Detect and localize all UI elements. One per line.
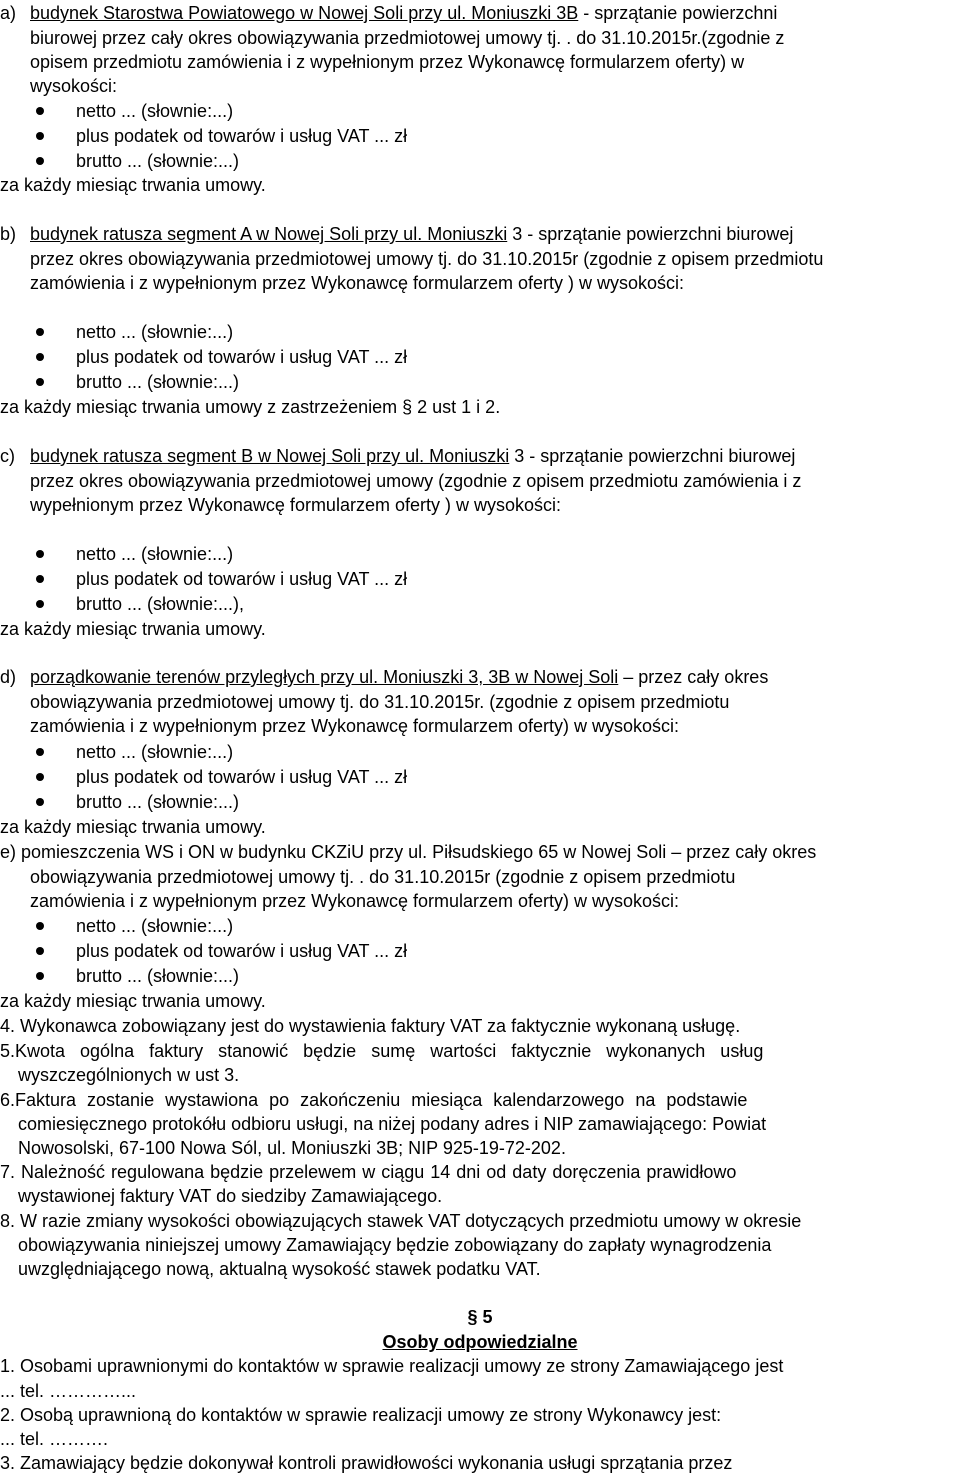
section-d-brutto: brutto ... (słownie:...) [76,792,240,812]
point-5-line2: wyszczególnionych w ust 3. [18,1065,240,1085]
section-c-label: c) [0,446,15,466]
section-a-rest: - sprzątanie powierzchni [578,3,778,23]
bullet-icon [36,600,44,608]
point-4: 4. Wykonawca zobowiązany jest do wystawienia faktury VAT za faktycznie wykonaną usługę. [0,1016,741,1036]
point-7-line2: wystawionej faktury VAT do siedziby Zamawiającego. [18,1186,443,1206]
section-b-line1 [0,223,793,245]
section-a-footer: za każdy miesiąc trwania umowy. [0,175,266,195]
section-b-brutto: brutto ... (słownie:...) [76,372,240,392]
section-e-netto: netto ... (słownie:...) [76,916,234,936]
section-b-title: budynek ratusza segment A w Nowej Soli przy ul. Moniuszki [30,224,508,244]
section-c-rest: 3 - sprzątanie powierzchni biurowej [509,446,796,466]
section-e-line1: e) pomieszczenia WS i ON w budynku CKZiU przy ul. Piłsudskiego 65 w Nowej Soli – przez cały okres [0,842,817,862]
item-2-line2: ... tel. ………. [0,1429,109,1449]
section-e-vat: plus podatek od towarów i usług VAT ... zł [76,941,408,961]
bullet-icon [36,773,44,781]
item-2-line1: 2. Osobą uprawnioną do kontaktów w sprawie realizacji umowy ze strony Wykonawcy jest: [0,1405,722,1425]
section-a-netto: netto ... (słownie:...) [76,101,234,121]
bullet-icon [36,922,44,930]
section-c-footer: za każdy miesiąc trwania umowy. [0,619,266,639]
section-d-line3: zamówienia i z wypełnionym przez Wykonawcę formularzem oferty) w wysokości: [30,716,680,736]
point-6-line2: comiesięcznego protokółu odbioru usługi, na niżej podany adres i NIP zamawiającego: Powiat [18,1114,767,1134]
section-c-title: budynek ratusza segment B w Nowej Soli przy ul. Moniuszki [30,446,510,466]
section-e-line2: obowiązywania przedmiotowej umowy tj. . do 31.10.2015r (zgodnie z opisem przedmiotu [30,867,736,887]
bullet-icon [36,550,44,558]
section-d-vat: plus podatek od towarów i usług VAT ... zł [76,767,408,787]
bullet-icon [36,972,44,980]
section-c-brutto: brutto ... (słownie:...), [76,594,245,614]
section-c-line3: wypełnionym przez Wykonawcę formularzem oferty ) w wysokości: [30,495,561,515]
bullet-icon [36,353,44,361]
section-b-footer: za każdy miesiąc trwania umowy z zastrzeżeniem § 2 ust 1 i 2. [0,397,501,417]
section-e-line3: zamówienia i z wypełnionym przez Wykonawcę formularzem oferty) w wysokości: [30,891,680,911]
section-a-brutto: brutto ... (słownie:...) [76,151,240,171]
paragraph-heading: § 5 [467,1307,493,1327]
section-c-line2: przez okres obowiązywania przedmiotowej umowy (zgodnie z opisem przedmiotu zamówienia i z [30,471,802,491]
point-8-line3: uwzględniającego nową, aktualną wysokość stawek podatku VAT. [18,1259,541,1279]
section-b-vat: plus podatek od towarów i usług VAT ... zł [76,347,408,367]
point-6-line1: 6.Faktura zostanie wystawiona po zakończeniu miesiąca kalendarzowego na podstawie [0,1090,748,1110]
section-e-footer: za każdy miesiąc trwania umowy. [0,991,266,1011]
bullet-icon [36,132,44,140]
bullet-icon [36,378,44,386]
section-d-line1 [0,666,768,688]
section-a-line3: opisem przedmiotu zamówienia i z wypełnionym przez Wykonawcę formularzem oferty) w [30,52,745,72]
section-d-rest: – przez cały okres [618,667,769,687]
section-a-title: budynek Starostwa Powiatowego w Nowej Soli przy ul. Moniuszki 3B [30,3,579,23]
section-b-line3: zamówienia i z wypełnionym przez Wykonawcę formularzem oferty ) w wysokości: [30,273,685,293]
section-e-brutto: brutto ... (słownie:...) [76,966,240,986]
point-8-line2: obowiązywania niniejszej umowy Zamawiający będzie zobowiązany do zapłaty wynagrodzenia [18,1235,772,1255]
section-a-vat: plus podatek od towarów i usług VAT ... zł [76,126,408,146]
section-b-label: b) [0,224,17,244]
section-d-line2: obowiązywania przedmiotowej umowy tj. do 31.10.2015r. (zgodnie z opisem przedmiotu [30,692,730,712]
section-c-line1 [0,445,795,467]
section-c-vat: plus podatek od towarów i usług VAT ... zł [76,569,408,589]
section-a-line1 [0,2,777,24]
section-b-line2: przez okres obowiązywania przedmiotowej umowy tj. do 31.10.2015r (zgodnie z opisem przedmiotu [30,249,824,269]
item-1-line1: 1. Osobami uprawnionymi do kontaktów w sprawie realizacji umowy ze strony Zamawiającego jest [0,1356,784,1376]
paragraph-title: Osoby odpowiedzialne [382,1332,578,1352]
point-7-line1: 7. Należność regulowana będzie przelewem w ciągu 14 dni od daty doręczenia prawidłowo [0,1162,737,1182]
section-d-title: porządkowanie terenów przyległych przy ul. Moniuszki 3, 3B w Nowej Soli [30,667,619,687]
point-8-line1: 8. W razie zmiany wysokości obowiązujących stawek VAT dotyczących przedmiotu umowy w okresie [0,1211,802,1231]
bullet-icon [36,328,44,336]
bullet-icon [36,798,44,806]
bullet-icon [36,575,44,583]
item-3-line1: 3. Zamawiający będzie dokonywał kontroli prawidłowości wykonania usługi sprzątania przez [0,1453,733,1473]
section-d-label: d) [0,667,17,687]
bullet-icon [36,947,44,955]
point-5-line1: 5.Kwota ogólna faktury stanowić będzie sumę wartości faktycznie wykonanych usług [0,1041,764,1061]
section-b-netto: netto ... (słownie:...) [76,322,234,342]
section-a-line4: wysokości: [30,76,118,96]
item-1-line2: ... tel. …………... [0,1381,137,1401]
section-c-netto: netto ... (słownie:...) [76,544,234,564]
section-b-rest: 3 - sprzątanie powierzchni biurowej [507,224,794,244]
section-a-line2: biurowej przez cały okres obowiązywania przedmiotowej umowy tj. . do 31.10.2015r.(zgodnie z [30,28,785,48]
bullet-icon [36,748,44,756]
section-d-footer: za każdy miesiąc trwania umowy. [0,817,266,837]
bullet-icon [36,157,44,165]
section-d-netto: netto ... (słownie:...) [76,742,234,762]
section-a-label: a) [0,3,17,23]
point-6-line3: Nowosolski, 67-100 Nowa Sól, ul. Moniuszki 3B; NIP 925-19-72-202. [18,1138,566,1158]
bullet-icon [36,107,44,115]
